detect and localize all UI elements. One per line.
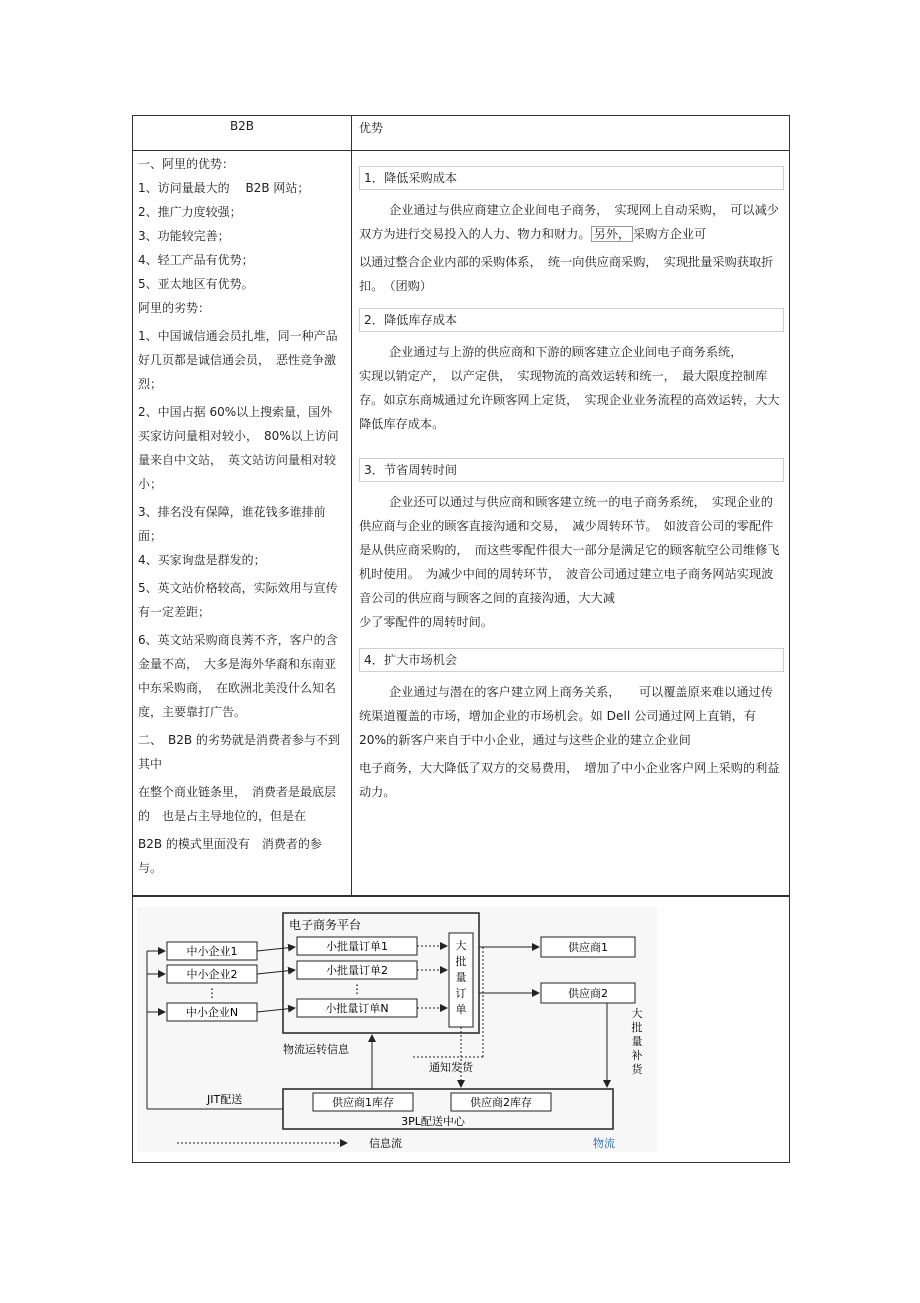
section-paragraph: 企业通过与供应商建立企业间电子商务， 实现网上自动采购， 可以减少双方为进行交易投入的人力、物力和财力。 另外， 采购方企业可 bbox=[359, 203, 779, 241]
supplier-label-2: 供应商2 bbox=[568, 987, 608, 1000]
left-line: 一、阿里的优势： bbox=[138, 157, 235, 171]
section-paragraph: 企业还可以通过与供应商和顾客建立统一的电子商务系统， 实现企业的供应商与企业的顾客直接沟通和交易， 减少周转环节。 如波音公司的零配件是从供应商采购的， 而这些零配件很大一部分是满足它的顾客航空公司维修飞机时使用。 为减少中间的周转环节， 波音公司通过建立电子商务网站实现波音公司的供应商与顾客之间的直接沟通，大大减 bbox=[359, 495, 780, 605]
left-line: 6、英文站采购商良莠不齐，客户的含金量不高， 大多是海外华裔和东南亚中东采购商， 在欧洲北美没什么知名度，主要靠打广告。 bbox=[138, 633, 338, 719]
section-paragraph: 少了零配件的周转时间。 bbox=[359, 615, 494, 629]
section-paragraph: 实现以销定产， 以产定供， 实现物流的高效运转和统一， 最大限度控制库存。如京东商城通过允许顾客网上定货， 实现企业业务流程的高效运转，大大降低库存成本。 bbox=[359, 369, 780, 431]
left-line: 5、英文站价格较高，实际效用与宣传有一定差距； bbox=[138, 581, 338, 619]
order-label-2: 小批量订单2 bbox=[326, 964, 388, 977]
replenish-char-4: 补 bbox=[631, 1049, 643, 1062]
sme-label-2: 中小企业2 bbox=[186, 968, 238, 981]
order-label-1: 小批量订单1 bbox=[326, 940, 388, 953]
supplier-label-1: 供应商1 bbox=[568, 941, 608, 954]
left-line: 1、中国诚信通会员扎堆，同一种产品好几页都是诚信通会员， 恶性竞争激烈； bbox=[138, 329, 338, 391]
section-paragraph: 电子商务，大大降低了双方的交易费用， 增加了中小企业客户网上采购的利益动力。 bbox=[359, 761, 780, 799]
left-line: 4、轻工产品有优势； bbox=[138, 253, 254, 267]
left-line: 3、功能较完善； bbox=[138, 229, 230, 243]
logo-label: 物流 bbox=[593, 1137, 615, 1150]
left-line: 二、 B2B 的劣势就是消费者参与不到其中 bbox=[138, 733, 340, 771]
sme-ellipsis: ⋮ bbox=[206, 986, 218, 1000]
sme-label-1: 中小企业1 bbox=[186, 945, 238, 958]
left-line: 在整个商业链条里， 消费者是最底层的 也是占主导地位的，但是在 bbox=[138, 785, 337, 823]
section-title: 4．扩大市场机会 bbox=[359, 648, 784, 672]
left-line: 5、亚太地区有优势。 bbox=[138, 277, 254, 291]
notify-label: 通知发货 bbox=[429, 1061, 473, 1074]
column-divider bbox=[351, 116, 352, 895]
big-order-char-1: 大 bbox=[455, 939, 467, 952]
comparison-table bbox=[132, 115, 790, 896]
left-line: 3、排名没有保障，谁花钱多谁排前面； bbox=[138, 505, 326, 543]
replenish-char-1: 大 bbox=[631, 1007, 643, 1020]
order-ellipsis: ⋮ bbox=[351, 982, 363, 996]
big-order-char-5: 单 bbox=[455, 1003, 467, 1016]
left-line: 4、买家询盘是群发的； bbox=[138, 553, 266, 567]
highlight-box: 另外， bbox=[591, 226, 634, 242]
left-line: 1、访问量最大的 B2B 网站； bbox=[138, 181, 310, 195]
center-label: 3PL配送中心 bbox=[401, 1115, 465, 1128]
left-line: 2、中国占据 60%以上搜索量，国外买家访问量相对较小， 80%以上访问量来自中文站， 英文站访问量相对较小； bbox=[138, 405, 339, 491]
replenish-char-2: 批 bbox=[631, 1021, 643, 1034]
left-line: B2B 的模式里面没有 消费者的参与。 bbox=[138, 837, 322, 875]
inventory-label-2: 供应商2库存 bbox=[470, 1096, 532, 1109]
jit-label: JIT配送 bbox=[207, 1093, 243, 1106]
ecommerce-flow-diagram bbox=[132, 896, 790, 1163]
right-column bbox=[359, 152, 784, 804]
big-order-char-4: 订 bbox=[455, 987, 467, 1000]
section-paragraph: 企业通过与上游的供应商和下游的顾客建立企业间电子商务系统， bbox=[389, 345, 743, 359]
platform-label: 电子商务平台 bbox=[289, 918, 362, 932]
sme-label-n: 中小企业N bbox=[185, 1006, 239, 1019]
left-line: 2、推广力度较强； bbox=[138, 205, 242, 219]
replenish-char-3: 量 bbox=[631, 1035, 643, 1048]
flow-chart bbox=[137, 907, 657, 1152]
big-order-char-3: 量 bbox=[455, 971, 467, 984]
order-label-n: 小批量订单N bbox=[325, 1002, 389, 1015]
left-line: 阿里的劣势： bbox=[138, 301, 211, 315]
section-title: 2．降低库存成本 bbox=[359, 308, 784, 332]
replenish-char-5: 货 bbox=[631, 1063, 643, 1076]
left-column bbox=[138, 152, 344, 880]
big-order-char-2: 批 bbox=[455, 955, 467, 968]
section-title: 1．降低采购成本 bbox=[359, 166, 784, 190]
section-title: 3．节省周转时间 bbox=[359, 458, 784, 482]
legend-label: 信息流 bbox=[369, 1137, 402, 1150]
header-divider bbox=[133, 150, 789, 151]
section-paragraph: 以通过整合企业内部的采购体系， 统一向供应商采购， 实现批量采购获取折扣。 （团购） bbox=[359, 255, 774, 293]
section-paragraph: 企业通过与潜在的客户建立网上商务关系， 可以覆盖原来难以通过传统渠道覆盖的市场，增加企业的市场机会。如 Dell 公司通过网上直销，有 20%的新客户来自于中小企业，通过与这些企业的建立企业间 bbox=[359, 685, 773, 747]
logistics-info-label: 物流运转信息 bbox=[283, 1043, 349, 1056]
inventory-label-1: 供应商1库存 bbox=[332, 1096, 394, 1109]
header-b2b: B2B bbox=[229, 119, 255, 133]
header-advantage: 优势 bbox=[359, 121, 384, 135]
